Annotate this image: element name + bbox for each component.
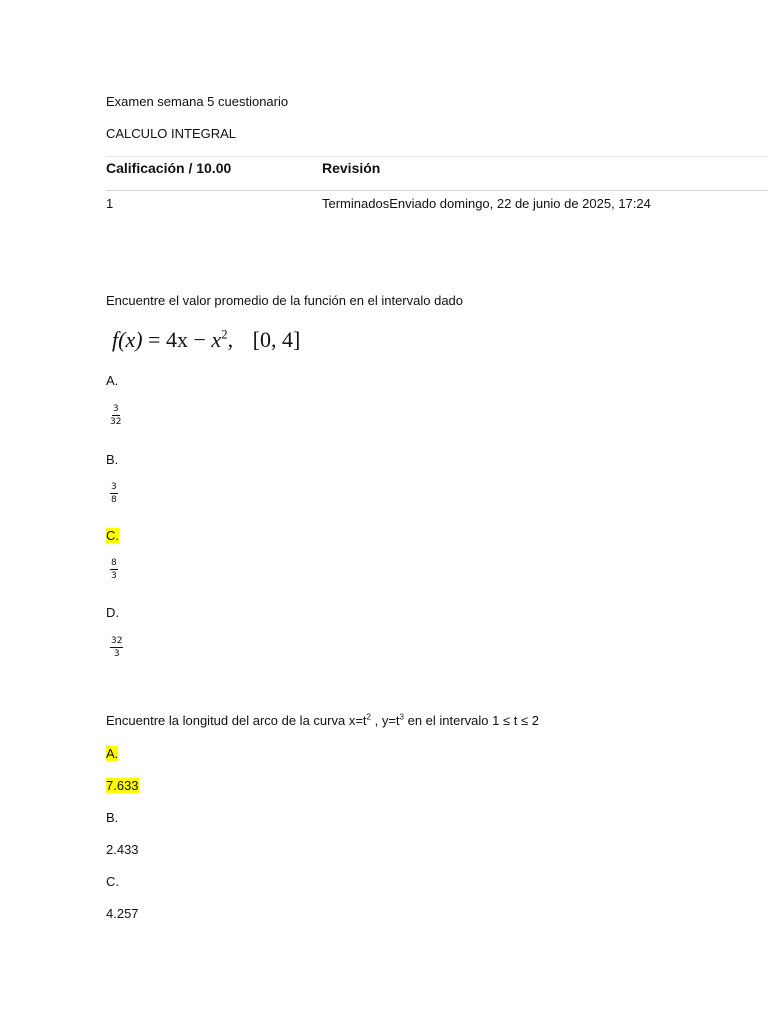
grade-cell: 1 [106,196,114,211]
question2-exponent1: 2 [366,712,371,722]
question2-prompt-part1: Encuentre la longitud del arco de la curva x=t [106,713,367,728]
q1-option-d-numerator: 32 [111,636,123,646]
formula-minus: − [193,327,206,352]
q1-option-a-letter-text: A. [106,373,119,388]
q1-option-a-numerator: 3 [112,404,119,414]
q1-option-d-letter[interactable] [106,605,119,621]
q2-option-c-letter[interactable] [106,874,119,890]
q1-option-c-denominator: 3 [111,571,117,581]
q1-option-d-letter-text: D. [106,605,119,620]
q2-option-c-value-text: 4.257 [106,906,139,921]
review-column-header: Revisión [322,160,381,176]
q1-option-c-numerator: 8 [111,558,117,568]
q1-option-b-denominator: 8 [111,495,117,505]
q2-option-a-value [106,778,139,794]
formula-lhs: f(x) [112,327,143,352]
question1-prompt: Encuentre el valor promedio de la función en el intervalo dado [106,293,464,308]
q2-option-a-letter-text: A. [106,746,119,761]
q2-option-b-value-text: 2.433 [106,842,139,857]
formula-equals: = [148,327,161,352]
review-cell: TerminadosEnviado domingo, 22 de junio de 2025, 17:24 [322,196,651,211]
q1-option-b-letter-text: B. [106,452,119,467]
table-header-rule [106,190,768,191]
q1-option-c-letter[interactable] [106,528,119,544]
q2-option-b-value [106,842,139,858]
question2-prompt [106,713,539,729]
q2-option-b-letter[interactable] [106,810,118,826]
table-top-rule [106,156,768,157]
grade-column-header: Calificación / 10.00 [106,160,232,176]
q2-option-a-letter[interactable] [106,746,118,762]
q2-option-c-value [106,906,139,922]
q1-option-a-denominator: 32 [110,417,122,427]
question1-formula [112,327,300,353]
q1-option-d-denominator: 3 [113,649,120,659]
q1-option-a-letter[interactable] [106,373,118,389]
q2-option-a-value-text: 7.633 [106,778,139,793]
exam-title: Examen semana 5 cuestionario [106,94,289,109]
q1-option-b-fraction [110,482,118,505]
q1-option-b-numerator: 3 [111,482,117,492]
q2-option-c-letter-text: C. [106,874,119,889]
q1-option-a-fraction [110,404,121,427]
q1-option-c-fraction [110,558,118,581]
formula-interval: [0, 4] [252,327,301,352]
question2-exponent2: 3 [399,712,404,722]
formula-comma: , [227,327,234,352]
formula-exponent: 2 [221,326,228,342]
q1-option-b-letter[interactable] [106,452,118,468]
q1-option-d-fraction [110,636,123,659]
formula-variable: x [211,327,222,352]
course-name: CALCULO INTEGRAL [106,126,237,141]
question2-prompt-part2: , y=t [370,713,400,728]
q2-option-b-letter-text: B. [106,810,119,825]
formula-term1: 4x [165,327,188,352]
q1-option-c-letter-text: C. [106,528,119,543]
question2-prompt-part3: en el intervalo 1 ≤ t ≤ 2 [403,713,539,728]
